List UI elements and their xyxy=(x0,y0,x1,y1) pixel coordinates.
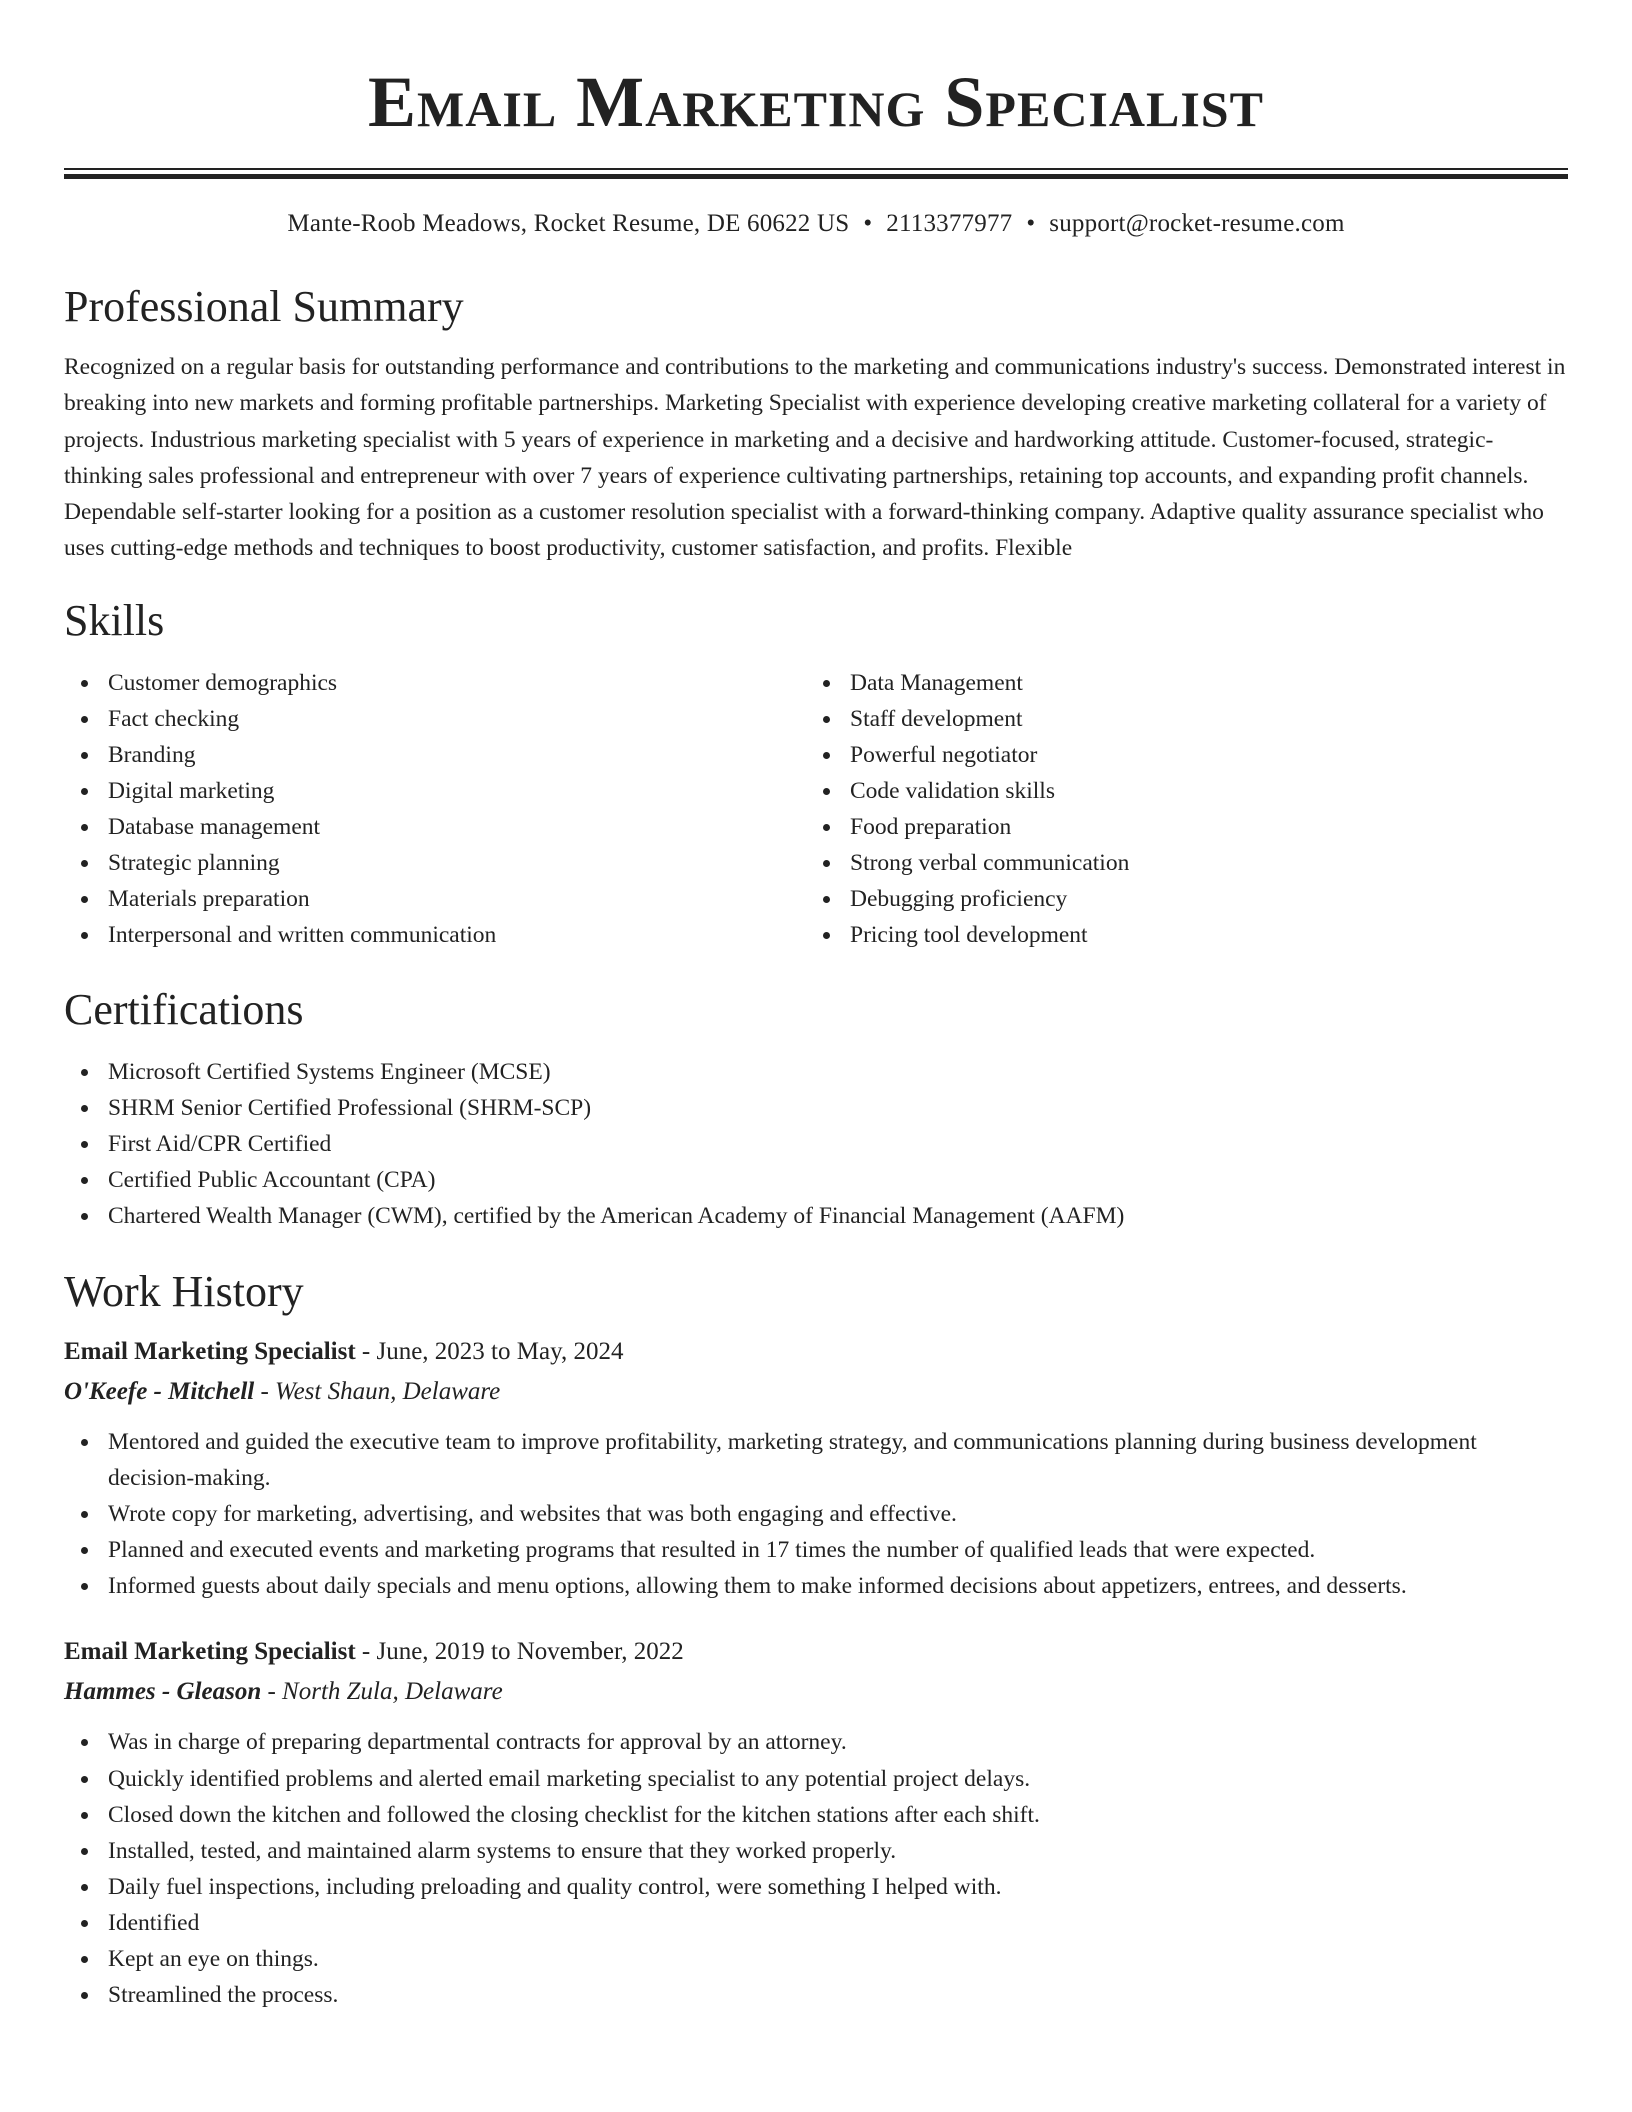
job-bullet: Identified xyxy=(108,1905,1568,1941)
job-company-line xyxy=(64,1374,1568,1410)
resume-title: Email Marketing Specialist xyxy=(368,62,1264,142)
skill-item: Materials preparation xyxy=(108,881,806,917)
skills-columns xyxy=(64,665,1568,954)
job-entry xyxy=(64,1634,1568,2013)
contact-phone: 2113377977 xyxy=(886,210,1013,237)
section-heading-certifications: Certifications xyxy=(64,984,304,1034)
job-company: Hammes - Gleason xyxy=(64,1678,262,1706)
job-location: - West Shaun, Delaware xyxy=(260,1378,501,1405)
job-title-line xyxy=(64,1334,1568,1370)
job-bullets xyxy=(64,1724,1568,2013)
certifications-list xyxy=(64,1054,1568,1234)
skill-item: Code validation skills xyxy=(850,773,1548,809)
job-bullet: Mentored and guided the executive team to improve profitability, marketing strategy, and communications planning during business development decision-making. xyxy=(108,1424,1568,1496)
skill-item: Powerful negotiator xyxy=(850,737,1548,773)
job-bullet: Closed down the kitchen and followed the closing checklist for the kitchen stations after each shift. xyxy=(108,1797,1568,1833)
contact-line xyxy=(64,207,1568,241)
job-bullet: Streamlined the process. xyxy=(108,1977,1568,2013)
skill-item: Strategic planning xyxy=(108,845,806,881)
skills-list-right xyxy=(806,665,1548,954)
skill-item: Food preparation xyxy=(850,809,1548,845)
skill-item: Database management xyxy=(108,809,806,845)
section-heading-skills: Skills xyxy=(64,595,165,645)
job-title: Email Marketing Specialist xyxy=(64,1638,356,1666)
title-divider xyxy=(64,168,1568,180)
skill-item: Debugging proficiency xyxy=(850,881,1548,917)
certification-item: Microsoft Certified Systems Engineer (MCSE) xyxy=(108,1054,1568,1090)
contact-separator: • xyxy=(863,210,873,237)
skill-item: Pricing tool development xyxy=(850,917,1548,953)
job-company-line xyxy=(64,1674,1568,1710)
contact-email[interactable]: support@rocket-resume.com xyxy=(1049,210,1345,237)
summary-text: Recognized on a regular basis for outstanding performance and contributions to the marketing and communications industry's success. Demonstrated interest in breaking into new markets and forming profitable partnerships. Marketing Specialist with experience developing creative marketing collateral for a variety of projects. Industrious marketing specialist with 5 years of experience in marketing and a decisive and hardworking attitude. Customer-focused, strategic-thinking sales professional and entrepreneur with over 7 years of experience cultivating partnerships, retaining top accounts, and expanding profit channels. Dependable self-starter looking for a position as a customer resolution specialist with a forward-thinking company. Adaptive quality assurance specialist who uses cutting-edge methods and techniques to boost productivity, customer satisfaction, and profits. Flexible xyxy=(64,354,1566,562)
skills-list-left xyxy=(64,665,806,954)
divider-thin-line xyxy=(64,168,1568,170)
job-bullet: Quickly identified problems and alerted email marketing specialist to any potential project delays. xyxy=(108,1761,1568,1797)
job-title-line xyxy=(64,1634,1568,1670)
skill-item: Branding xyxy=(108,737,806,773)
skill-item: Strong verbal communication xyxy=(850,845,1548,881)
section-heading-work-history: Work History xyxy=(64,1267,304,1316)
certification-item: SHRM Senior Certified Professional (SHRM-SCP) xyxy=(108,1090,1568,1126)
contact-address: Mante-Roob Meadows, Rocket Resume, DE 60622 US xyxy=(287,210,850,237)
section-heading-summary: Professional Summary xyxy=(64,282,464,331)
skill-item: Customer demographics xyxy=(108,665,806,701)
skill-item: Interpersonal and written communication xyxy=(108,917,806,953)
job-bullet: Wrote copy for marketing, advertising, and websites that was both engaging and effective. xyxy=(108,1496,1568,1532)
skill-item: Fact checking xyxy=(108,701,806,737)
job-company: O'Keefe - Mitchell xyxy=(64,1378,255,1405)
job-dates: - June, 2023 to May, 2024 xyxy=(361,1338,624,1365)
job-entry xyxy=(64,1334,1568,1604)
skill-item: Staff development xyxy=(850,701,1548,737)
job-dates: - June, 2019 to November, 2022 xyxy=(361,1638,684,1666)
job-bullet: Planned and executed events and marketing programs that resulted in 17 times the number of qualified leads that were expected. xyxy=(108,1532,1568,1568)
skills-column-right xyxy=(806,665,1548,954)
certification-item: Chartered Wealth Manager (CWM), certified by the American Academy of Financial Management (AAFM) xyxy=(108,1198,1568,1234)
resume-page xyxy=(64,0,1568,2013)
job-bullet: Informed guests about daily specials and menu options, allowing them to make informed decisions about appetizers, entrees, and desserts. xyxy=(108,1568,1568,1604)
skill-item: Data Management xyxy=(850,665,1548,701)
certification-item: Certified Public Accountant (CPA) xyxy=(108,1162,1568,1198)
skill-item: Digital marketing xyxy=(108,773,806,809)
job-bullet: Kept an eye on things. xyxy=(108,1941,1568,1977)
divider-thick-line xyxy=(64,174,1568,179)
contact-separator: • xyxy=(1026,210,1036,237)
job-bullet: Installed, tested, and maintained alarm systems to ensure that they worked properly. xyxy=(108,1833,1568,1869)
job-bullet: Was in charge of preparing departmental contracts for approval by an attorney. xyxy=(108,1724,1568,1760)
certification-item: First Aid/CPR Certified xyxy=(108,1126,1568,1162)
job-bullets xyxy=(64,1424,1568,1604)
job-location: - North Zula, Delaware xyxy=(267,1678,503,1706)
job-bullet: Daily fuel inspections, including preloading and quality control, were something I helped with. xyxy=(108,1869,1568,1905)
skills-column-left xyxy=(64,665,806,954)
job-title: Email Marketing Specialist xyxy=(64,1338,356,1365)
